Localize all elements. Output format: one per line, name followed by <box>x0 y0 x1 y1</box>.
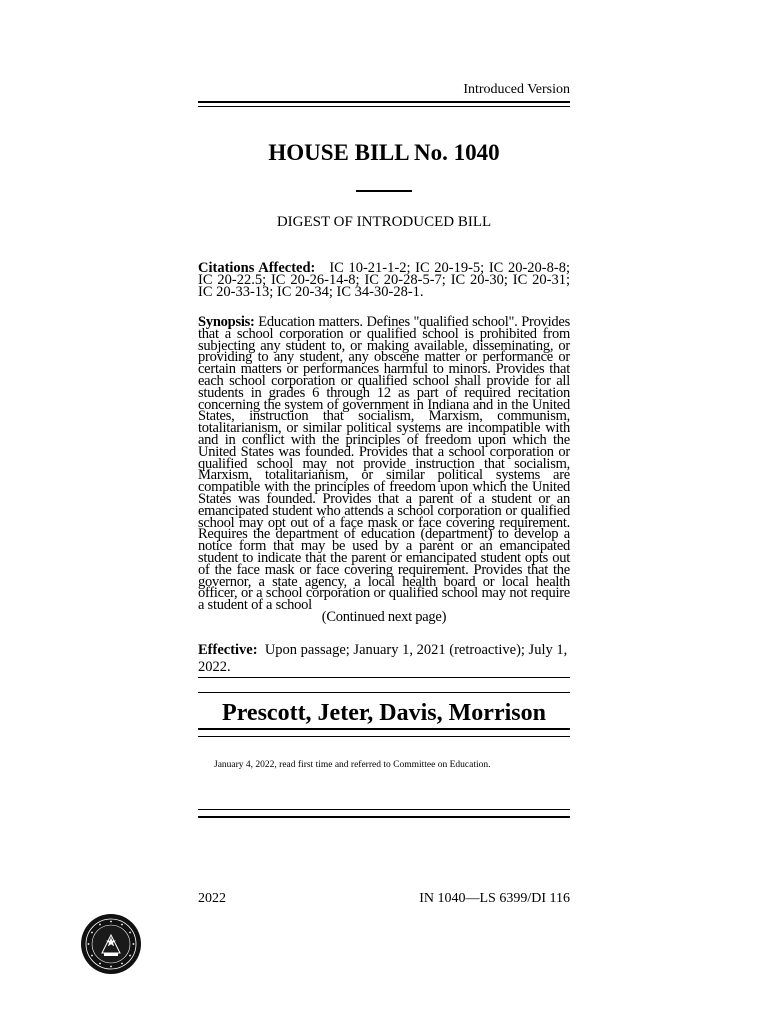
sponsor-rule-3 <box>198 728 570 730</box>
effective-text: Upon passage; January 1, 2021 (retroactive); July 1, 2022. <box>198 642 568 675</box>
session-year: 2022 <box>198 891 226 906</box>
footer-rule-1 <box>198 809 570 810</box>
citations-label: Citations Affected: <box>198 260 316 276</box>
title-underline <box>356 190 412 192</box>
synopsis <box>198 314 570 625</box>
bill-identifier: IN 1040—LS 6399/DI 116 <box>419 891 570 906</box>
indiana-state-seal-icon <box>80 913 142 975</box>
sponsor-rule-1 <box>198 677 570 678</box>
continued-note: (Continued next page) <box>321 608 447 625</box>
effective-date <box>198 642 570 676</box>
header-rule-bottom <box>198 106 570 107</box>
citations-text: IC 10-21-1-2; IC 20-19-5; IC 20-20-8-8; IC 20-22.5; IC 20-26-14-8; IC 20-28-5-7; IC 20-30; IC 20-31; IC 20-33-13; IC 20-34; IC 34-30-28-1. <box>198 260 570 300</box>
sponsor-rule-2 <box>198 692 570 693</box>
version-label: Introduced Version <box>463 82 570 97</box>
sponsors: Prescott, Jeter, Davis, Morrison <box>222 700 546 726</box>
bill-title: HOUSE BILL No. 1040 <box>268 140 500 165</box>
digest-heading: DIGEST OF INTRODUCED BILL <box>276 214 492 230</box>
referral-note: January 4, 2022, read first time and referred to Committee on Education. <box>214 760 491 770</box>
footer-rule-2 <box>198 816 570 818</box>
synopsis-text: Education matters. Defines "qualified school". Provides that a school corporation or qualified school is prohibited from subjecting any student to, or making available, disseminating, or providing to any student, any obscene matter or performance or certain matters or performances harmful to minors. Provides that each school corporation or qualified school shall provide for all students in grades 6 through 12 as part of required recitation concerning the system of government in Indiana and in the United States, instruction that socialism, Marxism, communism, totalitarianism, or similar political systems are incompatible with and in conflict with the principles of freedom upon which the United States was founded. Provides that a school corporation or qualified school may not provide instruction that socialism, Marxism, totalitarianism, or similar political systems are compatible with the principles of freedom upon which the United States was founded. Provides that a parent of a student or an emancipated student who attends a school corporation or qualified school may opt out of a face mask or face covering requirement. Requires the department of education (department) to develop a notice form that may be used by a parent or an emancipated student to indicate that the parent or emancipated student opts out of the face mask or face covering requirement. Provides that the governor, a state agency, a local health board or local health officer, or a school corporation or qualified school may not require a student of a school <box>198 314 570 614</box>
synopsis-label: Synopsis: <box>198 314 255 330</box>
header-rule-top <box>198 101 570 103</box>
citations-affected <box>198 260 570 300</box>
sponsor-rule-4 <box>198 736 570 737</box>
effective-label: Effective: <box>198 642 258 658</box>
